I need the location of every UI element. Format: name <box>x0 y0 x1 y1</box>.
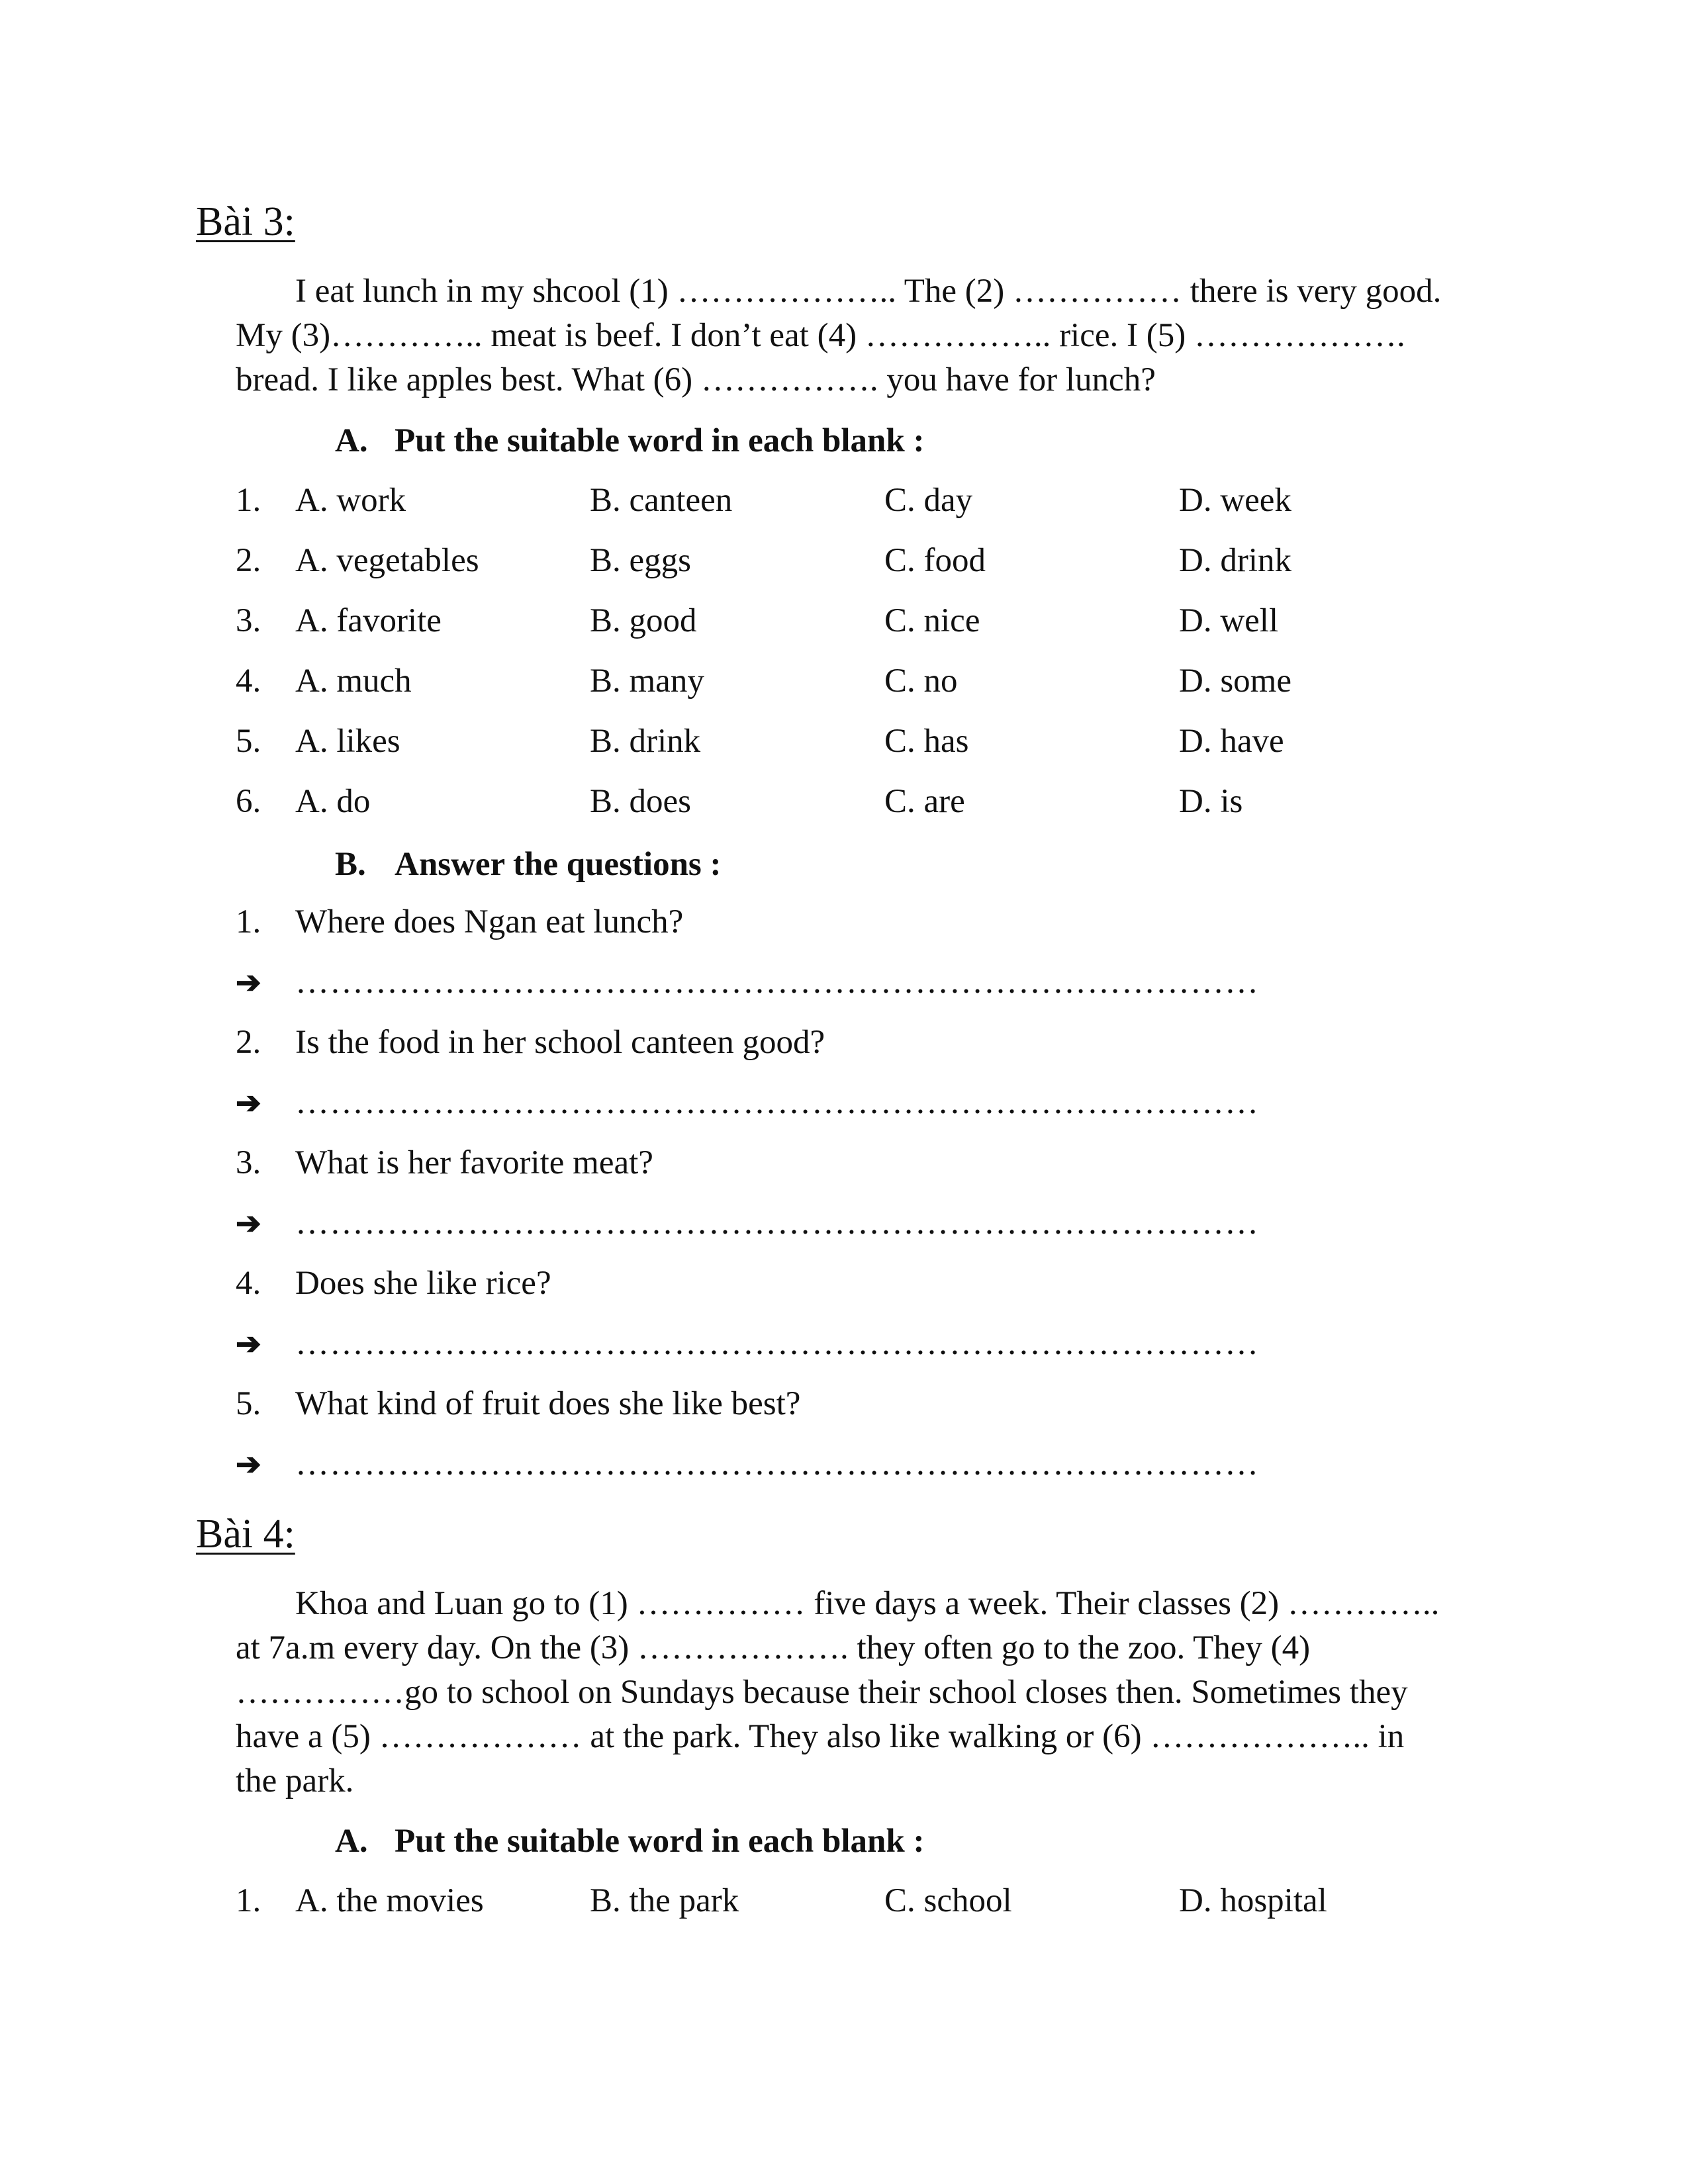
option-c: C. nice <box>884 602 980 639</box>
option-a: A. favorite <box>295 602 442 639</box>
option-d: D. is <box>1179 783 1243 820</box>
section-letter: B. <box>335 846 366 883</box>
question-number: 4. <box>236 662 261 700</box>
question-number: 5. <box>236 723 261 760</box>
option-b: B. eggs <box>590 542 691 579</box>
option-a: A. vegetables <box>295 542 479 579</box>
passage-line: the park. <box>236 1762 354 1799</box>
answer-line: ………………………………………………………………………… <box>295 1205 1259 1242</box>
question-text: What kind of fruit does she like best? <box>295 1385 801 1422</box>
section-letter: A. <box>335 422 368 459</box>
option-b: B. canteen <box>590 482 733 519</box>
option-a: A. likes <box>295 723 400 760</box>
passage-line: at 7a.m every day. On the (3) ………………. they often go to the zoo. They (4) <box>236 1629 1311 1666</box>
option-c: C. are <box>884 783 965 820</box>
arrow-icon: ➔ <box>236 1447 261 1481</box>
question-number: 1. <box>236 1882 261 1919</box>
option-c: C. day <box>884 482 973 519</box>
passage-line: bread. I like apples best. What (6) ……………. you have for lunch? <box>236 361 1156 398</box>
option-d: D. week <box>1179 482 1291 519</box>
answer-line: ………………………………………………………………………… <box>295 1325 1259 1362</box>
passage-line: My (3)………….. meat is beef. I don’t eat (4) …………….. rice. I (5) ………………. <box>236 317 1405 354</box>
option-d: D. have <box>1179 723 1284 760</box>
question-text: What is her favorite meat? <box>295 1144 653 1181</box>
option-c: C. food <box>884 542 986 579</box>
option-b: B. good <box>590 602 697 639</box>
arrow-icon: ➔ <box>236 1086 261 1120</box>
question-number: 3. <box>236 1144 261 1181</box>
question-number: 1. <box>236 903 261 940</box>
question-text: Does she like rice? <box>295 1265 551 1302</box>
passage-line: I eat lunch in my shcool (1) ……………….. The (2) …………… there is very good. <box>295 273 1442 310</box>
arrow-icon: ➔ <box>236 1206 261 1240</box>
question-text: Is the food in her school canteen good? <box>295 1024 825 1061</box>
arrow-icon: ➔ <box>236 1327 261 1361</box>
option-b: B. the park <box>590 1882 739 1919</box>
question-number: 5. <box>236 1385 261 1422</box>
exercise-3-heading: Bài 3: <box>196 199 295 244</box>
option-d: D. drink <box>1179 542 1291 579</box>
question-number: 4. <box>236 1265 261 1302</box>
question-number: 1. <box>236 482 261 519</box>
option-c: C. has <box>884 723 969 760</box>
question-number: 6. <box>236 783 261 820</box>
exercise-4-heading: Bài 4: <box>196 1512 295 1557</box>
answer-line: ………………………………………………………………………… <box>295 1445 1259 1482</box>
question-text: Where does Ngan eat lunch? <box>295 903 684 940</box>
option-b: B. does <box>590 783 691 820</box>
passage-line: have a (5) ……………… at the park. They also like walking or (6) ……………….. in <box>236 1718 1405 1755</box>
section-title: Answer the questions : <box>395 846 722 883</box>
option-d: D. some <box>1179 662 1291 700</box>
option-a: A. the movies <box>295 1882 484 1919</box>
answer-line: ………………………………………………………………………… <box>295 1084 1259 1121</box>
option-a: A. much <box>295 662 412 700</box>
section-title: Put the suitable word in each blank : <box>395 1823 925 1860</box>
section-letter: A. <box>335 1823 368 1860</box>
arrow-icon: ➔ <box>236 966 261 999</box>
answer-line: ………………………………………………………………………… <box>295 964 1259 1001</box>
option-b: B. drink <box>590 723 701 760</box>
section-title: Put the suitable word in each blank : <box>395 422 925 459</box>
option-c: C. no <box>884 662 958 700</box>
option-a: A. work <box>295 482 406 519</box>
option-c: C. school <box>884 1882 1012 1919</box>
passage-line: Khoa and Luan go to (1) …………… five days a week. Their classes (2) ………….. <box>295 1585 1440 1622</box>
passage-line: ……………go to school on Sundays because their school closes then. Sometimes they <box>236 1674 1408 1711</box>
option-d: D. well <box>1179 602 1279 639</box>
question-number: 2. <box>236 542 261 579</box>
option-d: D. hospital <box>1179 1882 1327 1919</box>
option-b: B. many <box>590 662 704 700</box>
question-number: 2. <box>236 1024 261 1061</box>
option-a: A. do <box>295 783 371 820</box>
question-number: 3. <box>236 602 261 639</box>
